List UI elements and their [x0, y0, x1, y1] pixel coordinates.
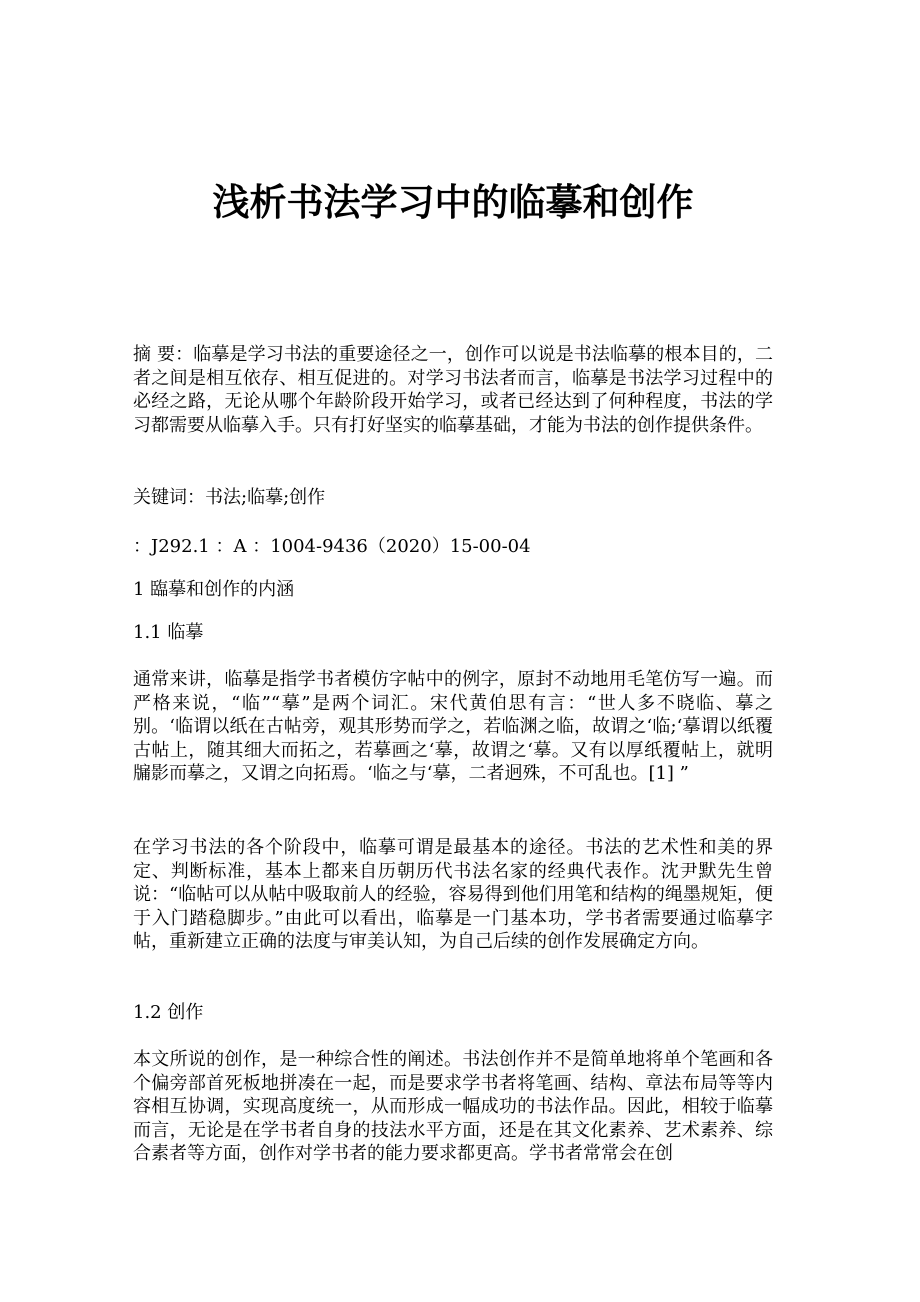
document-title: 浅析书法学习中的临摹和创作 [212, 180, 694, 224]
subsection-heading-1-2: 1.2 创作 [133, 1002, 204, 1023]
paragraph-creation-definition: 本文所说的创作，是一种综合性的阐述。书法创作并不是简单地将单个笔画和各个偏旁部首死板地拼凑在一起，而是要求学书者将笔画、结构、章法布局等等内容相互协调，实现高度统一，从而形成一幅成功的书法作品。因此，相较于临摹而言，无论是在学书者自身的技法水平方面，还是在其文化素养、艺术素养、综合素者等方面，创作对学书者的能力要求都更高。学书者常常会在创 [133, 1049, 773, 1164]
subsection-heading-1-1: 1.1 临摹 [133, 622, 204, 643]
classification-line: ：J292.1 ：A ：1004-9436（2020）15-00-04 [133, 536, 531, 557]
paragraph-copying-definition: 通常来讲，临摹是指学书者模仿字帖中的例字，原封不动地用毛笔仿写一遍。而严格来说，“临”“摹”是两个词汇。宋代黄伯思有言：“世人多不晓临、摹之别。‘临谓以纸在古帖旁，观其形势而学之，若临渊之临，故谓之‘临;‘摹谓以纸覆古帖上，随其细大而拓之，若摹画之‘摹，故谓之‘摹。又有以厚纸覆帖上，就明牖影而摹之，又谓之向拓焉。‘临之与‘摹，二者迥殊，不可乱也。[1] ” [133, 669, 773, 784]
abstract-paragraph: 摘 要：临摹是学习书法的重要途径之一，创作可以说是书法临摹的根本目的，二者之间是相互依存、相互促进的。对学习书法者而言，临摹是书法学习过程中的必经之路，无论从哪个年龄阶段开始学习，或者已经达到了何种程度，书法的学习都需要从临摹入手。只有打好坚实的临摹基础，才能为书法的创作提供条件。 [133, 344, 773, 436]
paragraph-copying-role: 在学习书法的各个阶段中，临摹可谓是最基本的途径。书法的艺术性和美的界定、判断标准，基本上都来自历朝历代书法名家的经典代表作。沈尹默先生曾说：“临帖可以从帖中吸取前人的经验，容易得到他们用笔和结构的绳墨规矩，便于入门踏稳脚步。”由此可以看出，临摹是一门基本功，学书者需要通过临摹字帖，重新建立正确的法度与审美认知，为自己后续的创作发展确定方向。 [133, 837, 773, 952]
keywords-line: 关键词：书法;临摹;创作 [133, 487, 326, 508]
section-heading-1: 1 臨摹和创作的内涵 [133, 579, 295, 600]
